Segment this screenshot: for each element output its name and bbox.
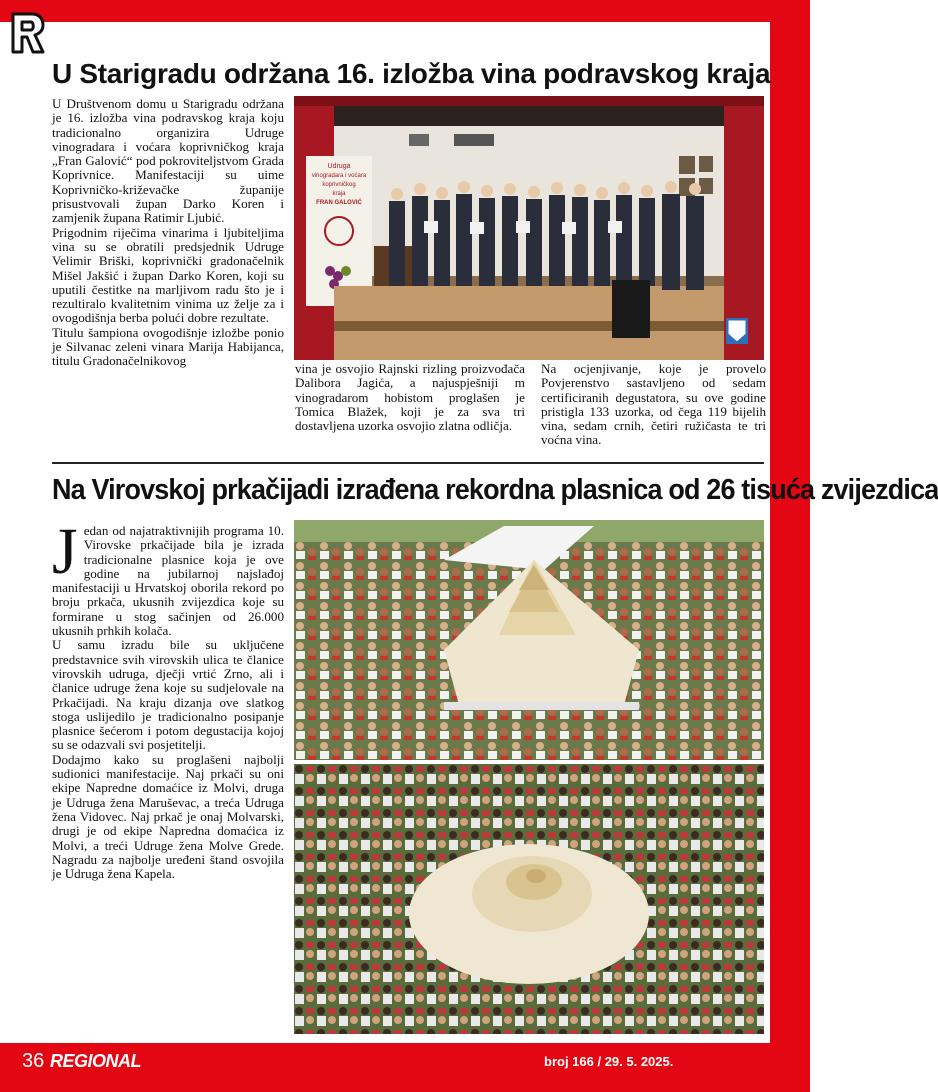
article1-paragraph: Na ocjenjivanje, koje je provelo Povjerenstvo sastavljeno od sedam certificiranih degustatora, su ove godine pristigla 133 uzorka, od čega 119 bijelih vina, sedam crnih, četiri ružičasta te tri voćna vina. [541, 361, 766, 448]
article2-title: Na Virovskoj prkačijadi izrađena rekordna plasnica od 26 tisuća zvijezdica [52, 474, 938, 506]
banner-line: vinogradara i voćara [311, 173, 367, 179]
banner-line: Udruga [327, 163, 351, 170]
article1-paragraph: Prigodnim riječima vinarima i ljubiteljima vina su se obratili predsjednik Udruge Velimir Briški, koprivnički gradonačelnik Mišel Jakšić i župan Darko Koren, koji su uputili čestitke na marljivom radu što je i rezultiralo kvalitetnim vinima uz želje za i ovogodišnja berba polući dobre rezultate. [52, 224, 284, 326]
article1-paragraph: Titulu šampiona ovogodišnje izložbe ponio je Silvanac zeleni vinara Marija Habijanca, titulu Gradonačelnikovog [52, 324, 284, 369]
article2-paragraph-text: edan od najatraktivnijih programa 10. Virovske prkačijade bila je izrada tradicionalne plasnice koja je ove godine na jubilarnoj najslađoj manifestaciji u Hrvatskoj oborila rekord po broju prkača, ukusnih zvijezdica koje su formirane u stog sačinjen od 26.000 ukusnih prhkih kolača. [52, 523, 284, 639]
regional-r-logo-icon [10, 10, 46, 56]
article2-paragraph [52, 515, 284, 639]
plasnica-crowd-photo-top [294, 520, 764, 760]
banner-line: FRAN GALOVIĆ [316, 200, 362, 206]
article1-column-2 [295, 362, 525, 433]
top-red-bar [0, 0, 810, 22]
article2-column-1 [52, 515, 284, 882]
drop-cap: J [52, 515, 78, 588]
article2-paragraph: Dodajmo kako su proglašeni najbolji sudionici manifestacije. Naj prkači su oni ekipe Napredne domaćice iz Molvi, druga je Udruga žena Maruševac, a treća Udruga žena Vidovec. Naj prkač je onaj Molvarski, drugi je od ekipe Napredna domaćica iz Molvi, a treći Udruge žena Molve Grede. Nagradu za najbolje uređeni štand osvojila je Udruga žena Kapela. [52, 751, 284, 882]
banner-line: koprivničkog [322, 182, 356, 188]
article1-column-3 [541, 362, 766, 448]
article1-title: U Starigradu održana 16. izložba vina podravskog kraja [52, 58, 771, 89]
article1-paragraph: vina je osvojio Rajnski rizling proizvođača Dalibora Jagića, a najuspješniji m vinogradarom hobistom proglašen je Tomica Blažek, koji je za sva tri dostavljena uzorka osvojio zlatna odličja. [295, 361, 525, 434]
banner-line: kraja [332, 191, 346, 197]
wine-exhibition-group-photo [294, 96, 764, 360]
plasnica-crowd-photo-bottom [294, 764, 764, 1034]
issue-info: broj 166 / 29. 5. 2025. [544, 1054, 674, 1069]
section-divider [52, 462, 764, 464]
right-red-bar [770, 0, 810, 1092]
article2-paragraph: U samu izradu bile su uključene predstavnice svih virovskih ulica te članice virovskih udruga, dječji vrtić Zrno, ali i članice udruge žena koje su sudjelovale na Prkačijadi. Na kraju dizanja ove slatkog stoga uslijedilo je tradicionalno posipanje plasnice šećerom i potom degustacija kojoj su se odazvali svi posjetitelji. [52, 637, 284, 753]
brand-logo: REGIONAL [50, 1051, 142, 1071]
page-number: 36 [22, 1050, 45, 1072]
article1-paragraph: U Društvenom domu u Starigradu održana je 16. izložba vina podravskog kraja koju tradicionalno organizira Udruge vinogradara i voćara koprivničkog kraja „Fran Galović“ pod pokroviteljstvom Grada Koprivnice. Manifestaciji su uime Koprivničko-križevačke županije prisustvovali župan Darko Koren i zamjenik župana Ratimir Ljubić. [52, 96, 284, 226]
article1-column-1 [52, 97, 284, 369]
